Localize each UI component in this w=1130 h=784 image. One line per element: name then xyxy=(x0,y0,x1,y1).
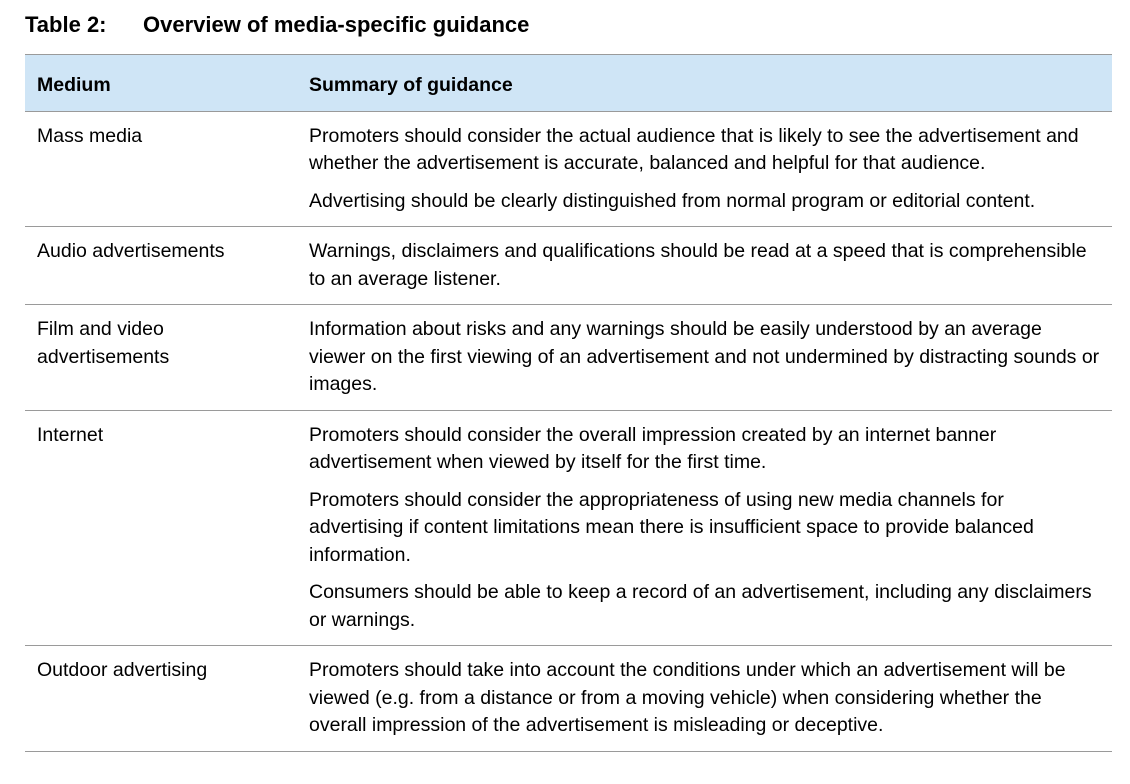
medium-cell: Film and video advertisements xyxy=(25,305,297,411)
table-row xyxy=(25,646,1112,752)
summary-cell xyxy=(297,410,1112,646)
table-body xyxy=(25,111,1112,751)
table-row xyxy=(25,227,1112,305)
table-row xyxy=(25,305,1112,411)
medium-cell: Mass media xyxy=(25,111,297,227)
table-row xyxy=(25,410,1112,646)
guidance-table xyxy=(25,54,1112,752)
summary-cell xyxy=(297,646,1112,752)
guidance-paragraph: Warnings, disclaimers and qualifications should be read at a speed that is comprehensible to an average listener. xyxy=(309,240,1087,290)
guidance-paragraph: Promoters should consider the overall impression created by an internet banner advertisement when viewed by itself for the first time. xyxy=(309,423,997,473)
table-caption xyxy=(25,11,529,39)
table-number: Table 2: xyxy=(25,12,107,37)
guidance-paragraph: Promoters should consider the appropriateness of using new media channels for advertising if content limitations mean there is insufficient space to provide balanced information. xyxy=(309,488,1034,566)
summary-cell xyxy=(297,111,1112,227)
medium-cell: Internet xyxy=(25,410,297,646)
column-header-medium: Medium xyxy=(25,55,297,112)
header-row xyxy=(25,55,1112,112)
guidance-paragraph: Consumers should be able to keep a record of an advertisement, including any disclaimers or warnings. xyxy=(309,581,1092,631)
guidance-paragraph: Promoters should consider the actual audience that is likely to see the advertisement and whether the advertisement is accurate, balanced and helpful for that audience. xyxy=(309,124,1079,174)
medium-cell: Audio advertisements xyxy=(25,227,297,305)
guidance-paragraph: Advertising should be clearly distinguished from normal program or editorial content. xyxy=(309,189,1036,212)
guidance-paragraph: Information about risks and any warnings should be easily understood by an average viewer on the first viewing of an advertisement and not undermined by distracting sounds or images. xyxy=(309,318,1100,395)
guidance-paragraph: Promoters should take into account the conditions under which an advertisement will be viewed (e.g. from a distance or from a moving vehicle) when considering whether the overall impression of the advertisement is misleading or deceptive. xyxy=(309,659,1066,736)
table-row xyxy=(25,111,1112,227)
table-header xyxy=(25,55,1112,112)
summary-cell xyxy=(297,305,1112,411)
medium-cell: Outdoor advertising xyxy=(25,646,297,752)
column-header-summary: Summary of guidance xyxy=(297,55,1112,112)
table-title: Overview of media-specific guidance xyxy=(143,12,530,37)
summary-cell xyxy=(297,227,1112,305)
